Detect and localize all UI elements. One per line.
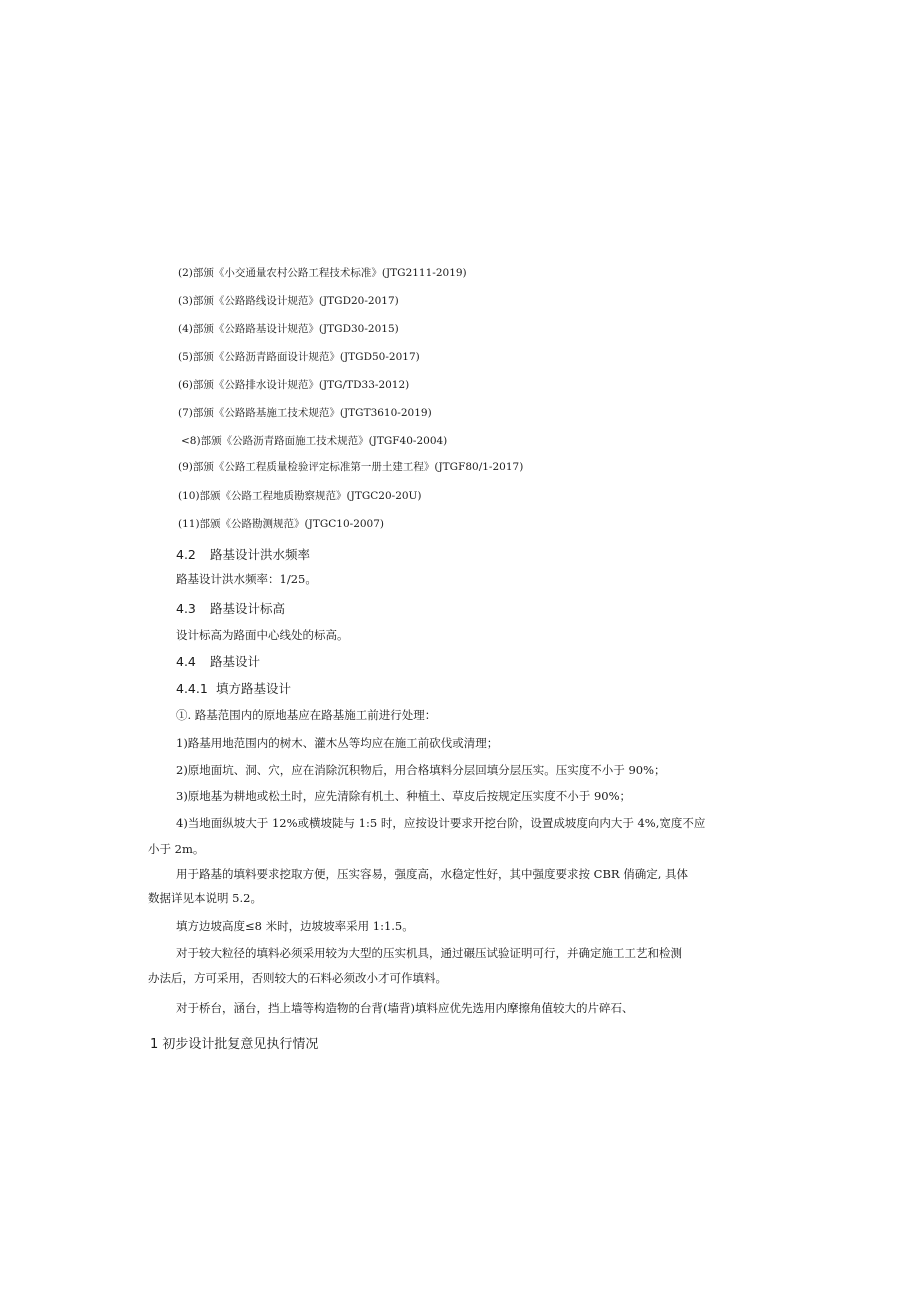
section-heading-4-4 xyxy=(176,654,260,670)
reference-item: (5)部颁《公路沥青路面设计规范》(JTGD50-2017) xyxy=(178,351,420,363)
section-heading-4-4-1 xyxy=(176,681,291,697)
section-number: 4.4.1 xyxy=(176,681,208,696)
reference-item: (3)部颁《公路路线设计规范》(JTGD20-2017) xyxy=(178,295,399,307)
reference-item: (6)部颁《公路排水设计规范》(JTG/TD33-2012) xyxy=(178,379,410,391)
section-text: 路基设计洪水频率：1/25。 xyxy=(176,572,317,586)
section-number: 4.4 xyxy=(176,654,196,669)
list-item: 4)当地面纵坡大于 12%或横坡陡与 1:5 时，应按设计要求开挖台阶，设置成坡度向内大于 4%,宽度不应 xyxy=(176,816,706,830)
paragraph-continuation: 办法后，方可采用，否则较大的石料必须改小才可作填料。 xyxy=(148,971,447,985)
section-number: 4.3 xyxy=(176,601,196,616)
section-number: 4.2 xyxy=(176,547,196,562)
list-item: 2)原地面坑、洞、穴，应在消除沉积物后，用合格填料分层回填分层压实。压实度不小于 90%； xyxy=(176,763,666,777)
reference-item: <8)部颁《公路沥青路面施工技术规范》(JTGF40-2004) xyxy=(181,435,448,447)
list-item-continuation: 小于 2m。 xyxy=(148,842,205,856)
list-item: 3)原地基为耕地或松土时，应先清除有机土、种植土、草皮后按规定压实度不小于 90%； xyxy=(176,789,632,803)
reference-item: (10)部颁《公路工程地质勘察规范》(JTGC20-20U) xyxy=(178,490,422,502)
reference-item: (4)部颁《公路路基设计规范》(JTGD30-2015) xyxy=(178,323,399,335)
reference-item: (7)部颁《公路路基施工技术规范》(JTGT3610-2019) xyxy=(178,407,432,419)
chapter-heading: 1 初步设计批复意见执行情况 xyxy=(150,1037,319,1052)
reference-item: (9)部颁《公路工程质量检验评定标准第一册土建工程》(JTGF80/1-2017) xyxy=(178,461,524,473)
subsection-intro: ①. 路基范围内的原地基应在路基施工前进行处理： xyxy=(176,708,437,722)
paragraph: 对于较大粒径的填料必须采用较为大型的压实机具，通过碾压试验证明可行，并确定施工工艺和检测 xyxy=(176,946,682,960)
paragraph: 用于路基的填料要求挖取方便，压实容易，强度高，水稳定性好，其中强度要求按 CBR 俏确定, 具体 xyxy=(176,867,689,881)
section-title: 路基设计标高 xyxy=(210,601,286,616)
reference-item: (11)部颁《公路勘测规范》(JTGC10-2007) xyxy=(178,518,385,530)
section-title: 路基设计洪水频率 xyxy=(210,547,311,562)
section-title: 路基设计 xyxy=(210,654,261,669)
section-text: 设计标高为路面中心线处的标高。 xyxy=(176,628,349,642)
reference-item: (2)部颁《小交通量农村公路工程技术标准》(JTG2111-2019) xyxy=(178,267,467,279)
paragraph: 对于桥台，涵台，挡上墙等构造物的台背(墙背)填料应优先选用内摩擦角值较大的片碎石、 xyxy=(176,1001,634,1015)
list-item: 1)路基用地范围内的树木、灌木丛等均应在施工前砍伐或清理； xyxy=(176,736,499,750)
section-heading-4-2 xyxy=(176,547,310,563)
section-title: 填方路基设计 xyxy=(216,681,292,696)
paragraph: 填方边坡高度≤8 米时，边坡坡率采用 1:1.5。 xyxy=(176,919,414,933)
paragraph-continuation: 数据详见本说明 5.2。 xyxy=(148,891,262,905)
section-heading-4-3 xyxy=(176,601,285,617)
